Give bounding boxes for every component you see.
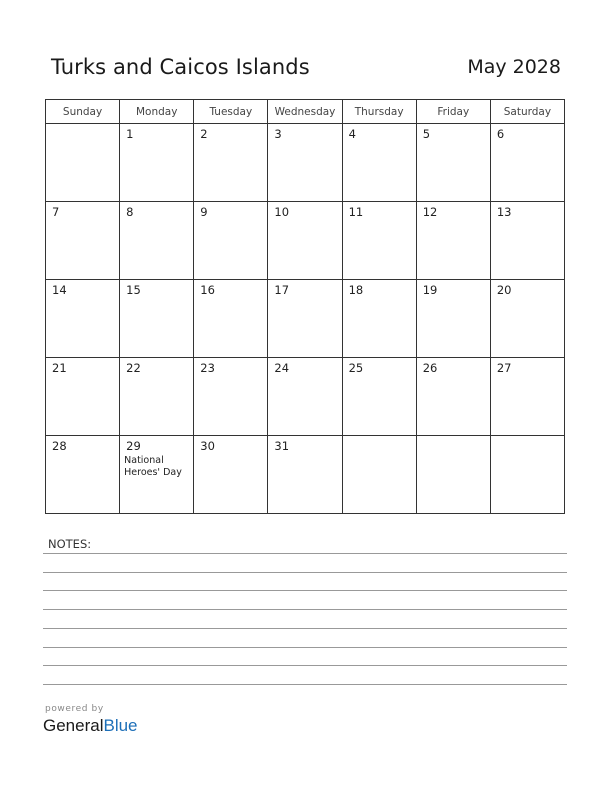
holiday-label-line: Heroes' Day (124, 467, 182, 478)
day-number: 18 (348, 283, 364, 297)
day-number (491, 436, 564, 439)
day-number: 8 (126, 205, 134, 219)
day-number: 28 (52, 439, 67, 453)
day-cell (416, 280, 490, 358)
notes-label: NOTES: (48, 537, 92, 551)
day-number: 26 (422, 361, 438, 375)
day-cell (342, 124, 416, 202)
week-row (46, 358, 565, 436)
day-number: 15 (126, 283, 141, 297)
day-number: 23 (200, 361, 215, 375)
day-cell (268, 436, 342, 514)
day-number (46, 124, 119, 127)
calendar-month-year: May 2028 (467, 56, 561, 78)
day-cell (490, 202, 564, 280)
day-number: 14 (52, 283, 67, 297)
day-cell (268, 202, 342, 280)
day-number: 25 (348, 361, 364, 375)
day-number: 27 (496, 361, 512, 375)
day-number: 4 (348, 127, 356, 141)
notes-line (43, 609, 567, 610)
weekday-header: Monday (120, 100, 194, 124)
day-cell (268, 124, 342, 202)
day-cell (490, 124, 564, 202)
day-cell (194, 124, 268, 202)
day-number: 6 (496, 127, 505, 141)
weekday-header: Tuesday (194, 100, 268, 124)
day-cell (342, 358, 416, 436)
day-cell (416, 436, 490, 514)
notes-line (43, 665, 567, 666)
weekday-header: Friday (416, 100, 490, 124)
week-row (46, 202, 565, 280)
day-cell (490, 358, 564, 436)
day-cell (194, 358, 268, 436)
day-cell (194, 202, 268, 280)
week-row (46, 124, 565, 202)
day-number: 24 (274, 361, 290, 375)
day-cell (46, 358, 120, 436)
day-cell (120, 436, 194, 514)
day-number: 13 (496, 205, 512, 219)
day-cell (46, 280, 120, 358)
notes-line (43, 628, 567, 629)
day-number (343, 436, 416, 439)
day-number: 7 (52, 205, 60, 219)
day-number: 22 (126, 361, 141, 375)
week-row (46, 280, 565, 358)
day-number: 17 (274, 283, 290, 297)
weekday-header: Wednesday (268, 100, 342, 124)
day-cell (342, 202, 416, 280)
day-cell (46, 202, 120, 280)
day-number: 3 (274, 127, 282, 141)
weekday-header: Saturday (490, 100, 564, 124)
day-cell (194, 436, 268, 514)
holiday-label-line: National (124, 455, 164, 466)
calendar-country-title: Turks and Caicos Islands (51, 55, 310, 79)
day-number: 16 (200, 283, 215, 297)
weekday-header: Sunday (46, 100, 120, 124)
day-cell (416, 124, 490, 202)
day-cell (120, 280, 194, 358)
day-number: 31 (274, 439, 290, 453)
notes-line (43, 590, 567, 591)
day-number: 11 (348, 205, 364, 219)
day-number: 29 (126, 439, 141, 453)
day-cell (342, 280, 416, 358)
day-cell (416, 358, 490, 436)
day-cell (194, 280, 268, 358)
day-number: 10 (274, 205, 290, 219)
day-cell (268, 358, 342, 436)
day-number: 12 (422, 205, 438, 219)
day-cell (342, 436, 416, 514)
day-cell (46, 436, 120, 514)
day-number: 19 (422, 283, 438, 297)
day-number (417, 436, 490, 439)
day-cell (268, 280, 342, 358)
day-number: 2 (200, 127, 208, 141)
day-cell (120, 358, 194, 436)
day-cell (120, 202, 194, 280)
holiday-label (120, 453, 193, 479)
powered-by-text: powered by (45, 704, 104, 714)
week-row (46, 436, 565, 514)
weekday-header: Thursday (342, 100, 416, 124)
notes-line (43, 647, 567, 648)
day-number: 5 (422, 127, 431, 141)
logo-text-general: General (43, 716, 104, 735)
day-cell (120, 124, 194, 202)
logo-text-blue: Blue (103, 716, 138, 735)
weekday-header-row (46, 100, 565, 124)
day-number: 9 (200, 205, 208, 219)
generalblue-logo (43, 716, 138, 736)
day-cell (416, 202, 490, 280)
day-cell (490, 436, 564, 514)
day-number: 20 (496, 283, 512, 297)
day-cell (46, 124, 120, 202)
day-cell (490, 280, 564, 358)
day-number: 21 (52, 361, 67, 375)
day-number: 1 (126, 127, 134, 141)
notes-line (43, 572, 567, 573)
notes-line (43, 684, 567, 685)
notes-line (43, 553, 567, 554)
day-number: 30 (200, 439, 215, 453)
month-calendar-grid (45, 99, 565, 514)
